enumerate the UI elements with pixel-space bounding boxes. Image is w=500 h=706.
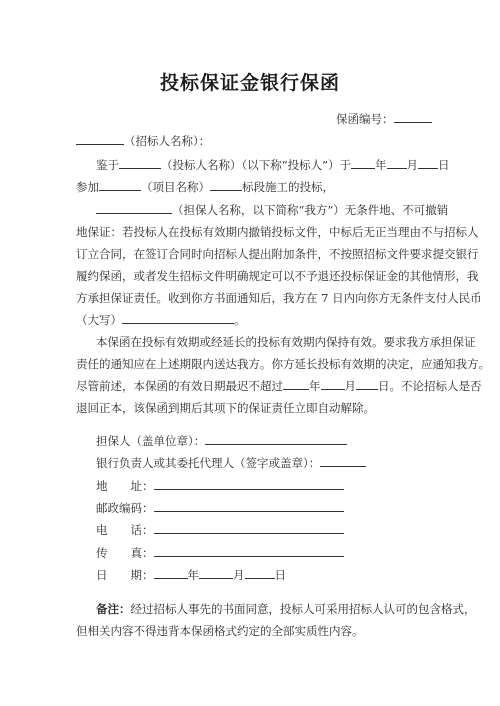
p2-line-6 [76, 312, 246, 328]
p3-line-1: 本保函在投标有效期或经延长的投标有效期内保持有效。要求我方承担保证 [96, 335, 476, 349]
p2-text: 。 [234, 313, 246, 327]
p1-text: 年 [375, 158, 387, 172]
p3-text: 尽管前述，本保函的有效日期最迟不超过 [76, 379, 283, 393]
address-label: 地 址： [96, 479, 154, 493]
p1-text: （项目名称） [141, 180, 210, 194]
section-field[interactable] [210, 179, 242, 191]
note-text: 经过招标人事先的书面同意，投标人可采用招标人认可的包含格式， [130, 602, 476, 616]
expiry-year-field[interactable] [283, 378, 309, 390]
p3-line-2: 责任的通知应在上述期限内送达我方。你方延长投标有效期的决定，应通知我方。 [76, 357, 490, 371]
postcode-field[interactable] [154, 500, 344, 512]
phone-field[interactable] [154, 522, 344, 534]
p1-text: 鉴于 [96, 158, 119, 172]
bank-rep-label: 银行负责人或其委托代理人（签字或盖章）： [96, 456, 321, 470]
p1-line-1 [96, 157, 450, 173]
p2-text: （担保人名称，以下简称“我方”）无条件地、不可撤销 [172, 203, 449, 217]
p2-line-1 [96, 202, 448, 218]
bank-rep-field[interactable] [320, 455, 366, 467]
p1-text: （投标人名称）（以下称“投标人”）于 [161, 158, 352, 172]
guarantor-seal-label: 担保人（盖单位章）： [96, 434, 206, 448]
p2-line-3: 订立合同，在签订合同时向招标人提出附加条件，不按照招标文件要求提交银行 [76, 247, 479, 261]
postcode-label: 邮政编码： [96, 501, 154, 515]
recipient-line [76, 133, 210, 149]
bid-day-field[interactable] [418, 157, 438, 169]
p2-line-2: 地保证：若投标人在投标有效期内撤销投标文件，中标后无正当理由不与招标人 [76, 225, 479, 239]
date-day-field[interactable] [245, 567, 275, 579]
project-name-field[interactable] [99, 179, 141, 191]
address-line [96, 478, 344, 494]
p3-line-4: 退回正本，该保函到期后其项下的保证责任立即自动解除。 [76, 401, 375, 415]
note-label: 备注： [96, 602, 131, 616]
expiry-day-field[interactable] [356, 378, 378, 390]
expiry-month-field[interactable] [321, 378, 345, 390]
fax-field[interactable] [154, 545, 344, 557]
p1-text: 日 [438, 158, 450, 172]
document-title: 投标保证金银行保函 [159, 72, 340, 94]
bid-year-field[interactable] [351, 157, 375, 169]
p3-text: 年 [309, 379, 321, 393]
phone-line [96, 522, 344, 538]
guarantor-seal-line [96, 433, 347, 449]
date-year-label: 年 [187, 568, 199, 582]
bidder-name-field[interactable] [119, 157, 161, 169]
bid-month-field[interactable] [387, 157, 407, 169]
note-line-2: 但相关内容不得违背本保函格式约定的全部实质性内容。 [76, 624, 364, 638]
guarantee-number-line [336, 111, 432, 127]
guarantor-name-field[interactable] [96, 202, 172, 214]
date-year-field[interactable] [154, 567, 188, 579]
p1-text: 参加 [76, 180, 99, 194]
recipient-suffix: （招标人名称）： [124, 134, 211, 148]
postcode-line [96, 500, 344, 516]
p2-line-4: 履约保函，或者发生招标文件明确规定可以不予退还投标保证金的其他情形，我 [76, 269, 479, 283]
p3-line-3 [76, 378, 482, 394]
guarantor-seal-field[interactable] [205, 433, 347, 445]
p1-text: 月 [406, 158, 419, 172]
amount-uppercase-field[interactable] [122, 312, 234, 324]
p3-text: 日。不论招标人是否 [378, 379, 482, 393]
p1-line-2 [76, 179, 334, 195]
guarantee-number-field[interactable] [394, 111, 432, 123]
address-field[interactable] [154, 478, 344, 490]
date-month-field[interactable] [199, 567, 233, 579]
fax-label: 传 真： [96, 546, 154, 560]
bank-rep-line [96, 455, 366, 471]
tenderer-name-field[interactable] [76, 133, 124, 145]
date-day-label: 日 [274, 568, 286, 582]
p1-text: 标段施工的投标， [242, 180, 334, 194]
phone-label: 电 话： [96, 523, 154, 537]
fax-line [96, 545, 344, 561]
p2-text: （大写） [76, 313, 122, 327]
date-line [96, 567, 286, 583]
date-label: 日 期： [96, 568, 154, 582]
p2-line-5: 方承担保证责任。收到你方书面通知后，我方在 7 日内向你方无条件支付人民币 [76, 291, 482, 305]
date-month-label: 月 [233, 568, 245, 582]
guarantee-number-label: 保函编号： [336, 112, 394, 126]
p3-text: 月 [344, 379, 356, 393]
note-line-1 [96, 601, 476, 617]
